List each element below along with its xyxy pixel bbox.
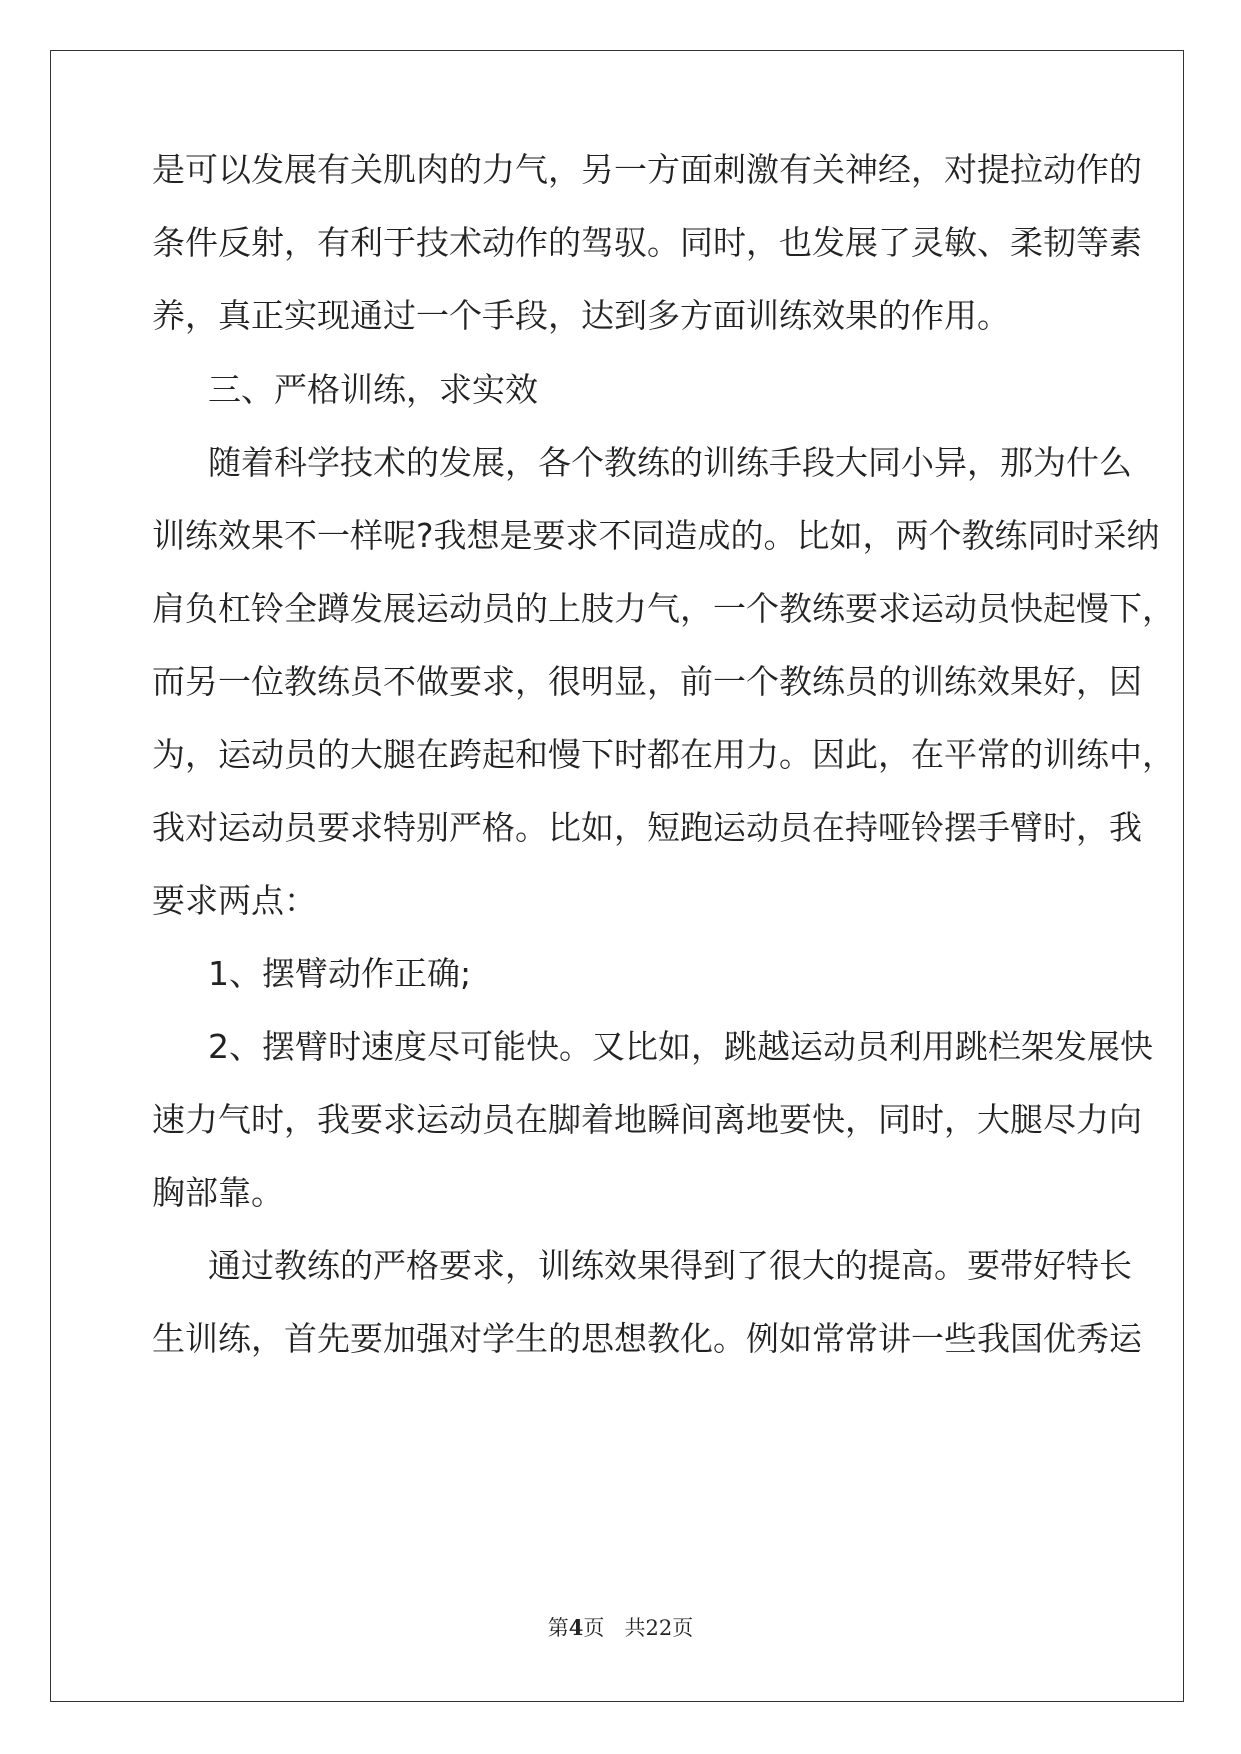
page-footer	[0, 1612, 1241, 1642]
footer-prefix: 第	[547, 1616, 569, 1640]
text-line: 生训练，首先要加强对学生的思想教化。例如常常讲一些我国优秀运	[152, 1319, 1142, 1358]
current-page-number: 4	[568, 1615, 584, 1640]
text-line: 是可以发展有关肌肉的力气，另一方面刺激有关神经，对提拉动作的	[152, 150, 1142, 189]
footer-total-unit: 页	[672, 1616, 694, 1640]
footer-page-unit: 页	[583, 1616, 605, 1640]
text-line: 随着科学技术的发展，各个教练的训练手段大同小异，那为什么	[208, 443, 1132, 482]
text-line: 要求两点：	[152, 881, 317, 920]
total-page-count: 22	[645, 1616, 673, 1640]
text-line: 胸部靠。	[152, 1173, 284, 1212]
section-heading: 三、严格训练，求实效	[208, 370, 538, 409]
footer-total-prefix: 共	[624, 1616, 646, 1640]
text-line: 我对运动员要求特别严格。比如，短跑运动员在持哑铃摆手臂时，我	[152, 808, 1142, 847]
text-line: 训练效果不一样呢?我想是要求不同造成的。比如，两个教练同时采纳	[152, 516, 1160, 555]
text-line: 养，真正实现通过一个手段，达到多方面训练效果的作用。	[152, 296, 1010, 335]
list-item: 2、摆臂时速度尽可能快。又比如，跳越运动员利用跳栏架发展快	[208, 1027, 1153, 1066]
text-line: 条件反射，有利于技术动作的驾驭。同时，也发展了灵敏、柔韧等素	[152, 223, 1142, 262]
list-item: 1、摆臂动作正确;	[208, 954, 472, 993]
text-line: 肩负杠铃全蹲发展运动员的上肢力气，一个教练要求运动员快起慢下，	[152, 589, 1175, 628]
text-line: 通过教练的严格要求，训练效果得到了很大的提高。要带好特长	[208, 1246, 1132, 1285]
text-line: 而另一位教练员不做要求，很明显，前一个教练员的训练效果好，因	[152, 662, 1142, 701]
text-line: 为，运动员的大腿在跨起和慢下时都在用力。因此，在平常的训练中，	[152, 735, 1175, 774]
text-line: 速力气时，我要求运动员在脚着地瞬间离地要快，同时，大腿尽力向	[152, 1100, 1142, 1139]
